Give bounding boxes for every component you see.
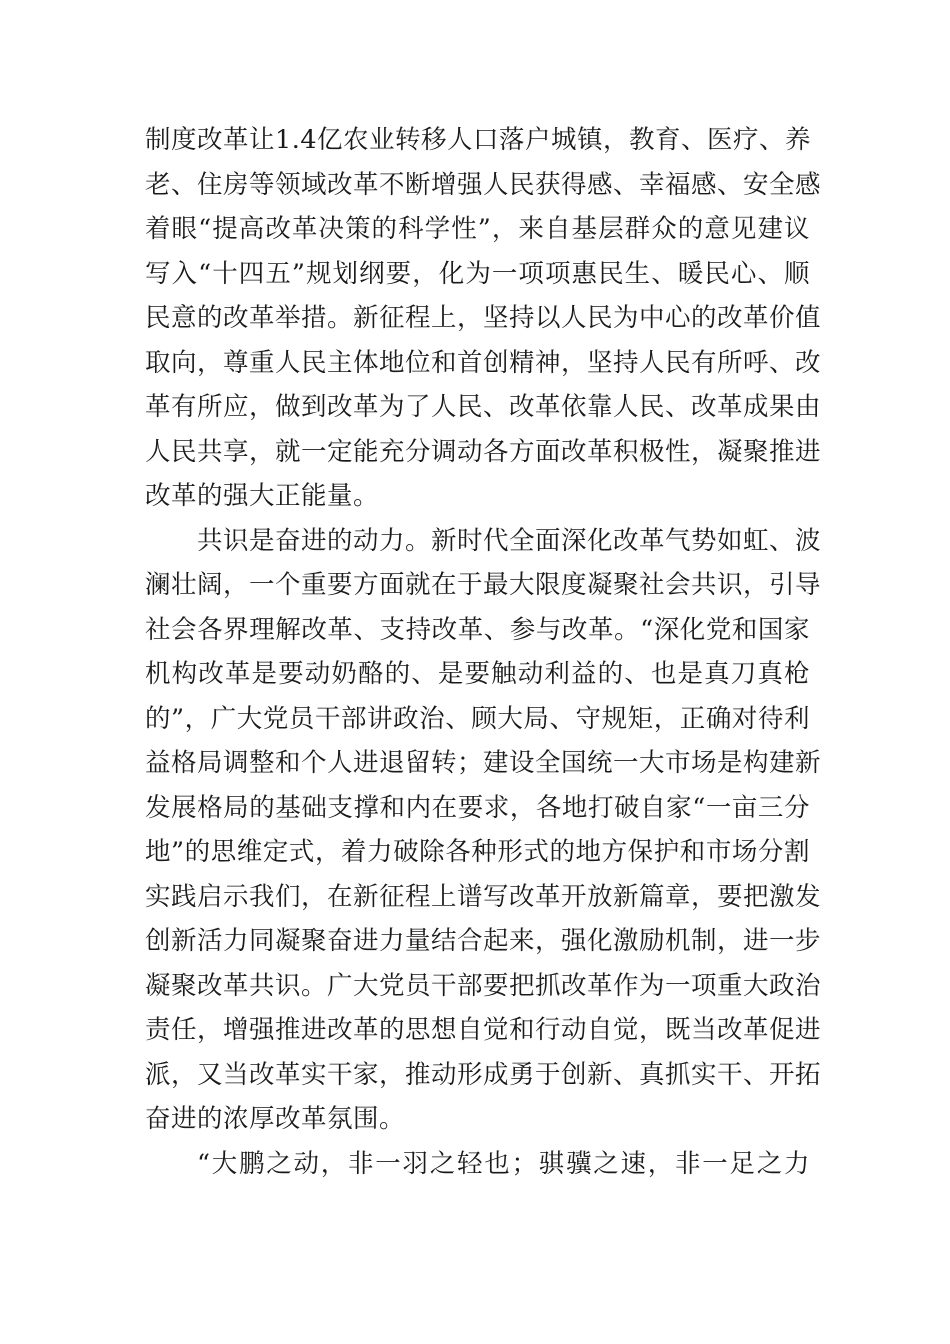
text-line: 凝聚改革共识。广大党员干部要把抓改革作为一项重大政治 <box>145 970 822 1001</box>
text-line: 着眼“提高改革决策的科学性”，来自基层群众的意见建议 <box>145 214 810 244</box>
text-line: 益格局调整和个人进退留转；建设全国统一大市场是构建新 <box>145 748 822 778</box>
text-line: 革有所应，做到改革为了人民、改革依靠人民、改革成果由 <box>145 392 822 422</box>
text-line: 发展格局的基础支撑和内在要求，各地打破自家“一亩三分 <box>145 792 810 823</box>
text-line: 责任，增强推进改革的思想自觉和行动自觉，既当改革促进 <box>145 1015 822 1045</box>
text-line: 老、住房等领域改革不断增强人民获得感、幸福感、安全感 <box>145 169 822 200</box>
text-line: 写入“十四五”规划纲要，化为一项项惠民生、暖民心、顺 <box>145 258 810 289</box>
text-line: 派，又当改革实干家，推动形成勇于创新、真抓实干、开拓 <box>145 1059 822 1090</box>
text-line: 制度改革让1.4亿农业转移人口落户城镇，教育、医疗、养 <box>145 125 812 155</box>
text-line: 取向，尊重人民主体地位和首创精神，坚持人民有所呼、改 <box>145 347 822 378</box>
text-line: 的”，广大党员干部讲政治、顾大局、守规矩，正确对待利 <box>145 703 810 734</box>
text-line: 地”的思维定式，着力破除各种形式的地方保护和市场分割 <box>145 837 810 867</box>
text-line: 奋进的浓厚改革氛围。 <box>145 1104 406 1134</box>
text-line: 共识是奋进的动力。新时代全面深化改革气势如虹、波 <box>197 525 822 556</box>
text-line: 创新活力同凝聚奋进力量结合起来，强化激励机制，进一步 <box>145 926 822 956</box>
text-line: 人民共享，就一定能充分调动各方面改革积极性，凝聚推进 <box>145 436 822 467</box>
text-line: 澜壮阔，一个重要方面就在于最大限度凝聚社会共识，引导 <box>145 570 822 600</box>
text-line: 机构改革是要动奶酪的、是要触动利益的、也是真刀真枪 <box>145 659 810 689</box>
text-line: 民意的改革举措。新征程上，坚持以人民为中心的改革价值 <box>145 303 822 333</box>
text-line: 实践启示我们，在新征程上谱写改革开放新篇章，要把激发 <box>145 881 822 912</box>
text-line: 改革的强大正能量。 <box>145 481 380 511</box>
text-line: 社会各界理解改革、支持改革、参与改革。“深化党和国家 <box>145 614 810 645</box>
text-line: “大鹏之动，非一羽之轻也；骐骥之速，非一足之力 <box>197 1148 810 1179</box>
body-text <box>145 118 822 1186</box>
